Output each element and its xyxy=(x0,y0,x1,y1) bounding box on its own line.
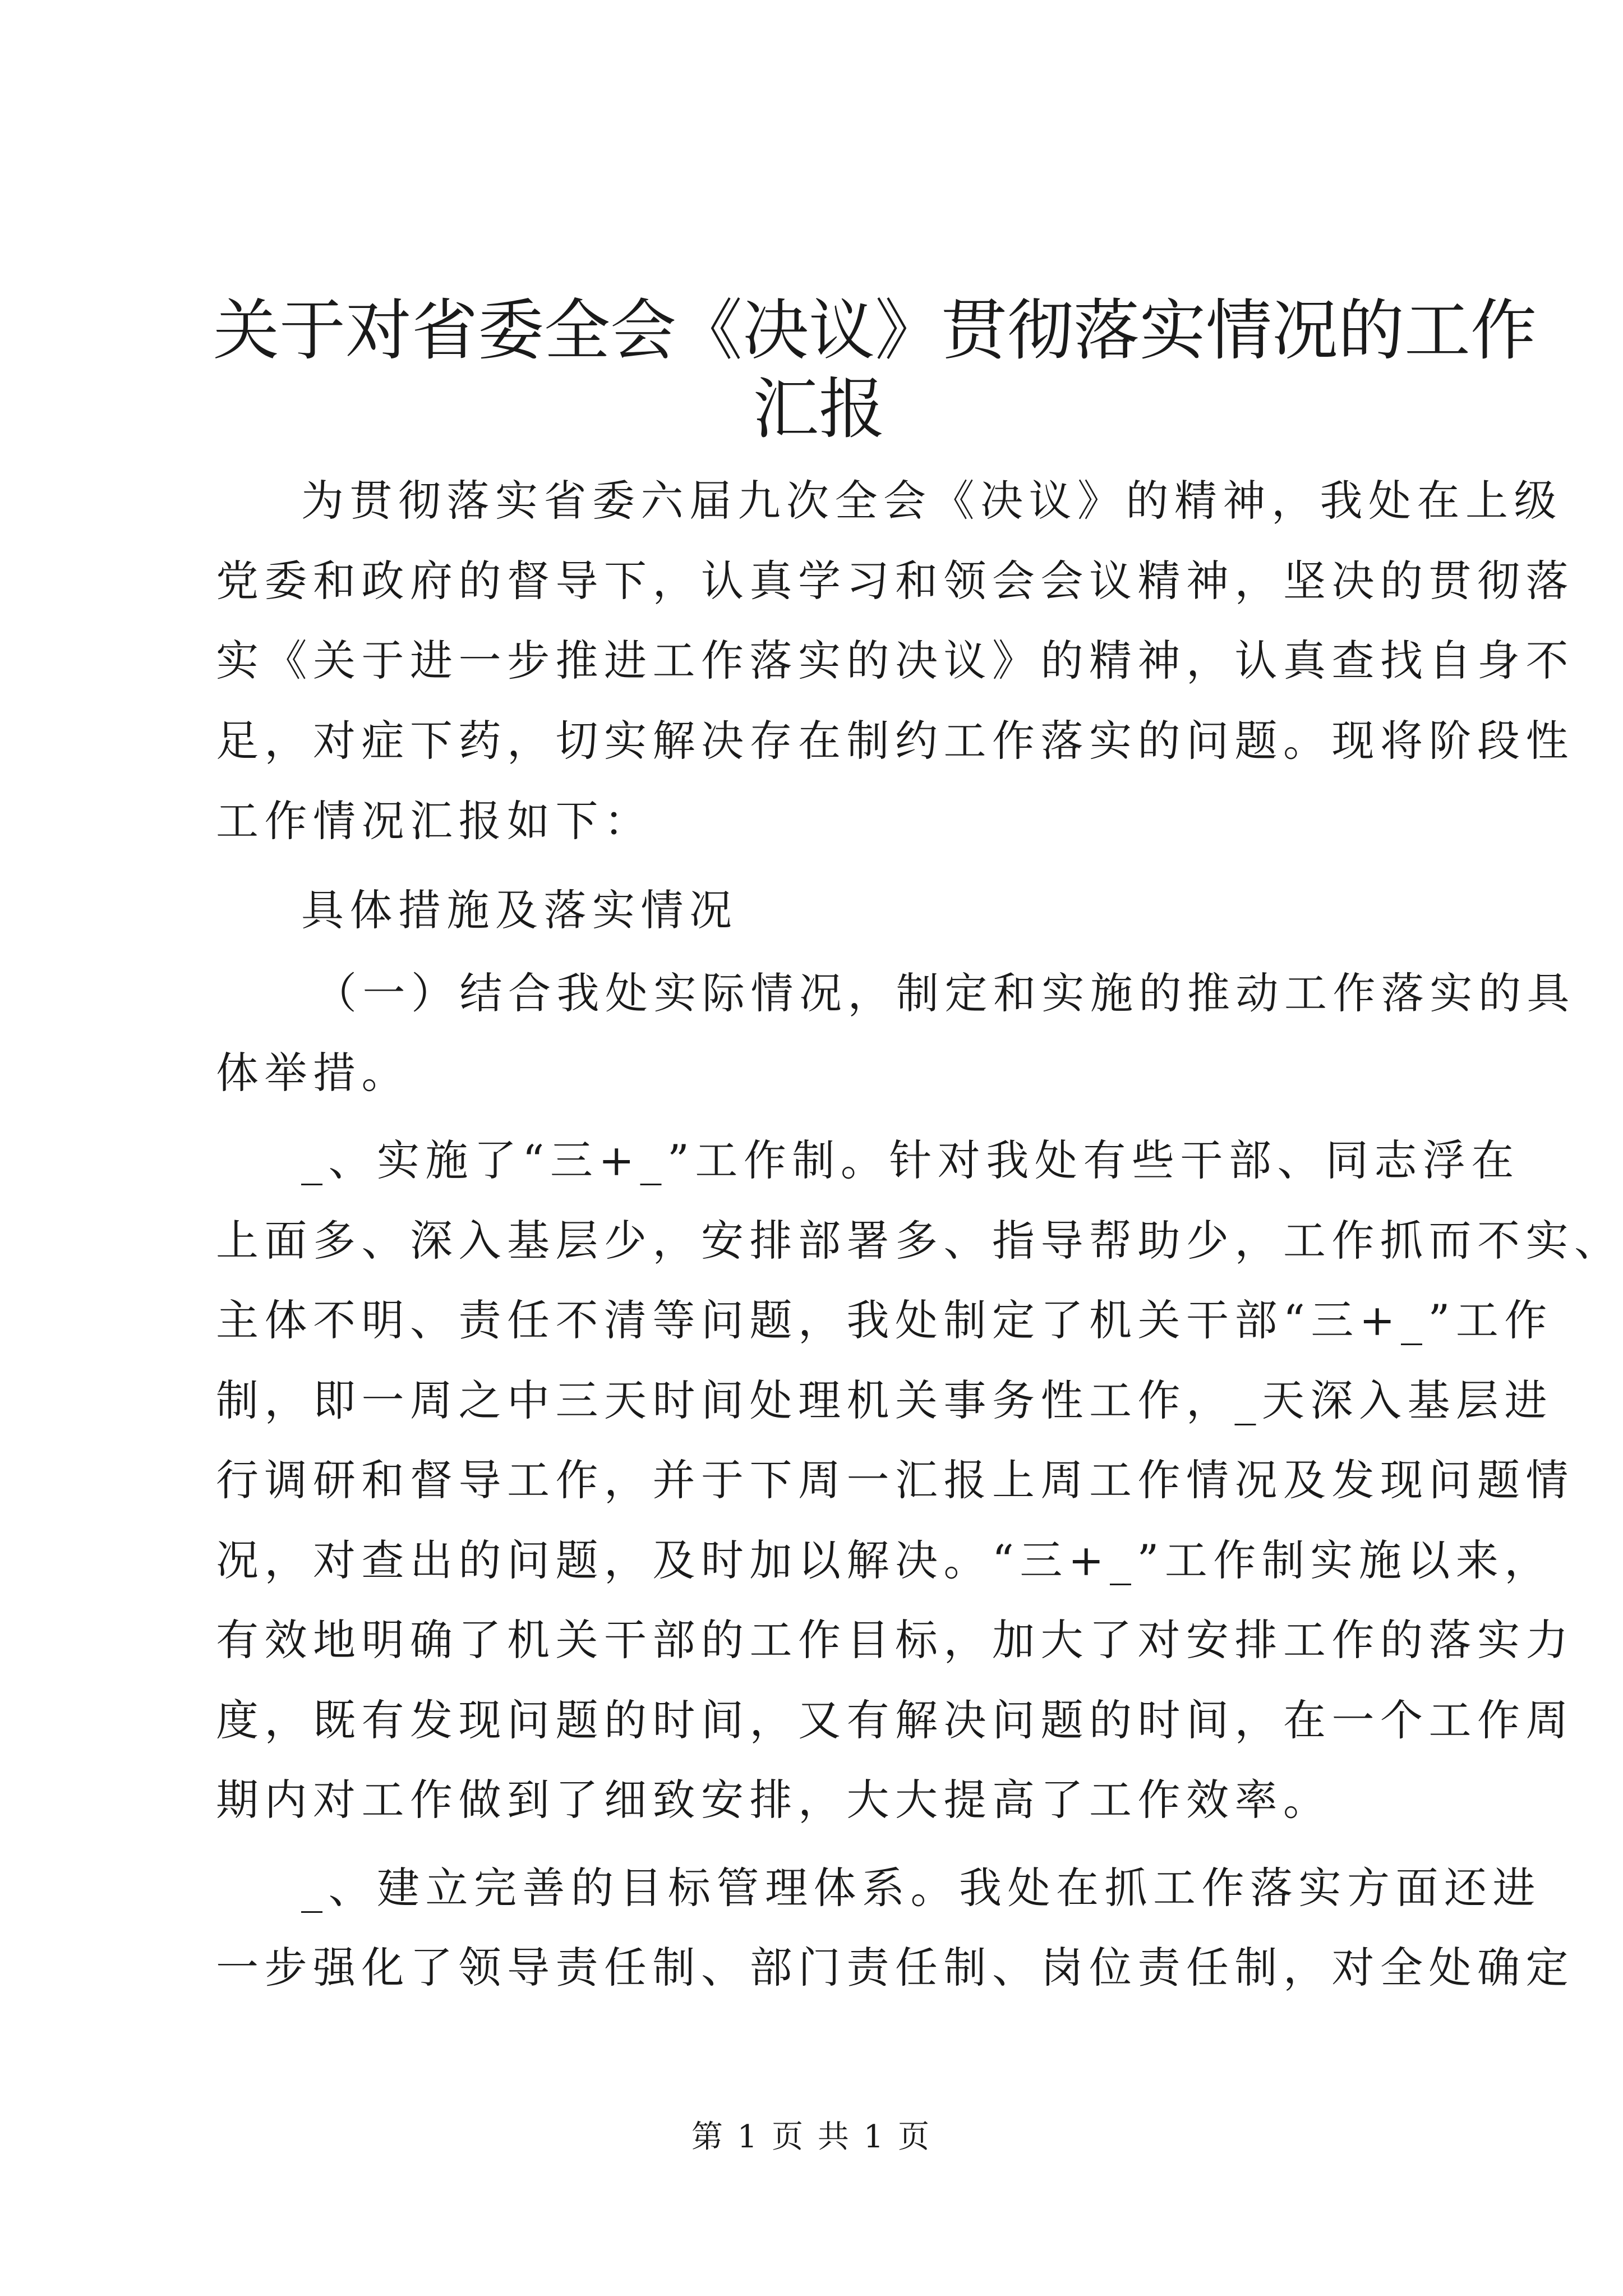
body-line: 有效地明确了机关干部的工作目标，加大了对安排工作的落实力 xyxy=(216,1615,1574,1665)
body-line: 为贯彻落实省委六届九次全会《决议》的精神，我处在上级 xyxy=(301,476,1562,526)
body-line: 足，对症下药，切实解决存在制约工作落实的问题。现将阶段性 xyxy=(216,716,1574,766)
section-heading: 具体措施及落实情况 xyxy=(301,885,738,935)
body-line: 况，对查出的问题，及时加以解决。“三+_”工作制实施以来， xyxy=(216,1535,1553,1585)
page-footer: 第 1 页 共 1 页 xyxy=(691,2119,932,2155)
body-line: 度，既有发现问题的时间，又有解决问题的时间，在一个工作周 xyxy=(216,1695,1574,1745)
body-line: 期内对工作做到了细致安排，大大提高了工作效率。 xyxy=(216,1775,1332,1825)
body-line: （一）结合我处实际情况，制定和实施的推动工作落实的具 xyxy=(314,968,1575,1018)
body-line: 行调研和督导工作，并于下周一汇报上周工作情况及发现问题情 xyxy=(216,1455,1574,1505)
body-line: 工作情况汇报如下： xyxy=(216,796,653,846)
body-line: 一步强化了领导责任制、部门责任制、岗位责任制，对全处确定 xyxy=(216,1943,1574,1993)
body-line: 制，即一周之中三天时间处理机关事务性工作，_天深入基层进 xyxy=(216,1375,1553,1425)
body-line: 体举措。 xyxy=(216,1048,410,1098)
document-title-line-2: 汇报 xyxy=(752,370,885,448)
body-line: 实《关于进一步推进工作落实的决议》的精神，认真查找自身不 xyxy=(216,636,1574,685)
body-line: 党委和政府的督导下，认真学习和领会会议精神，坚决的贯彻落 xyxy=(216,556,1574,606)
body-line: 主体不明、责任不清等问题，我处制定了机关干部“三+_”工作 xyxy=(216,1295,1553,1345)
body-line: 上面多、深入基层少，安排部署多、指导帮助少，工作抓而不实、 xyxy=(216,1216,1623,1266)
document-title-line-1: 关于对省委全会《决议》贯彻落实情况的工作 xyxy=(213,292,1537,369)
body-line: _、实施了“三+_”工作制。针对我处有些干部、同志浮在 xyxy=(301,1135,1520,1185)
body-line: _、建立完善的目标管理体系。我处在抓工作落实方面还进 xyxy=(301,1863,1541,1913)
